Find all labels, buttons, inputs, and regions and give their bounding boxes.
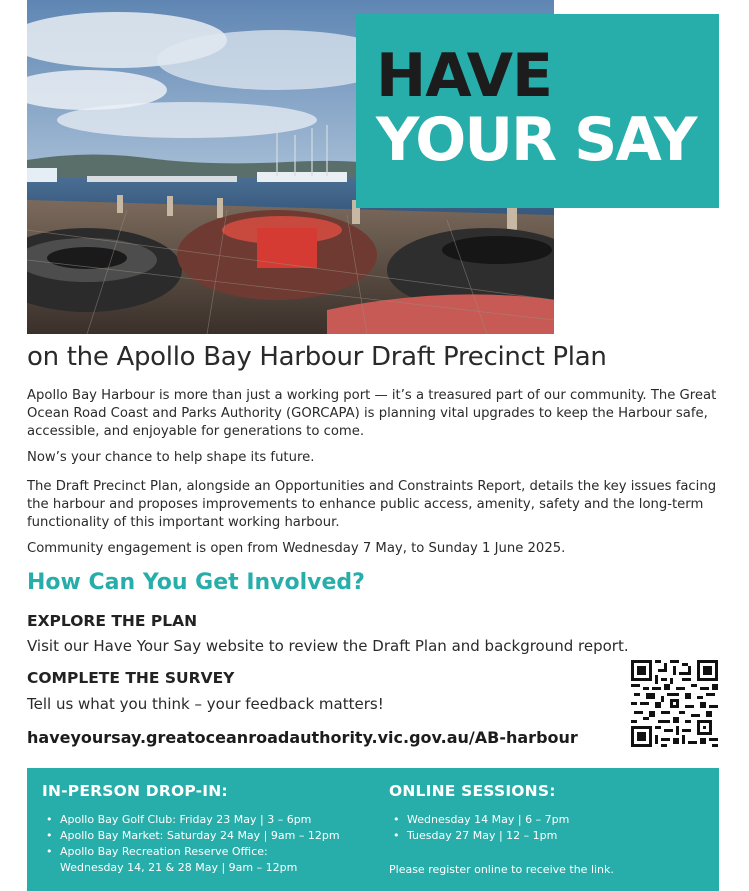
complete-survey-text: Tell us what you think – your feedback matters! — [27, 695, 384, 713]
list-item-continuation: Wednesday 14, 21 & 28 May | 9am – 12pm — [60, 861, 298, 874]
online-list — [389, 812, 709, 844]
list-item: • Tuesday 27 May | 12 – 1pm — [389, 828, 709, 844]
intro-paragraph: Apollo Bay Harbour is more than just a working port — it’s a treasured part of our community. The Great Ocean Road Coast and Parks Authority (GORCAPA) is planning vital upgrades to keep the Harbour safe, accessible, and enjoyable for generations to come. — [27, 388, 717, 439]
register-note: Please register online to receive the link. — [389, 863, 614, 876]
have-your-say-banner — [356, 14, 719, 208]
shape-future-paragraph: Now’s your chance to help shape its future. — [27, 450, 315, 465]
list-item: • Apollo Bay Recreation Reserve Office: — [42, 844, 372, 860]
qr-code-icon[interactable] — [631, 660, 718, 747]
qr-code-graphic — [631, 660, 718, 747]
get-involved-heading: How Can You Get Involved? — [27, 570, 365, 595]
list-item: • Apollo Bay Market: Saturday 24 May | 9am – 12pm — [42, 828, 372, 844]
explore-plan-heading: EXPLORE THE PLAN — [27, 612, 198, 630]
online-section — [389, 782, 709, 878]
complete-survey-heading: COMPLETE THE SURVEY — [27, 669, 235, 687]
headline-line-2: YOUR SAY — [376, 105, 696, 175]
engagement-dates-paragraph: Community engagement is open from Wednesday 7 May, to Sunday 1 June 2025. — [27, 541, 566, 556]
explore-plan-text: Visit our Have Your Say website to review the Draft Plan and background report. — [27, 637, 629, 655]
page-subtitle: on the Apollo Bay Harbour Draft Precinct Plan — [27, 342, 607, 372]
in-person-heading: IN-PERSON DROP-IN: — [42, 782, 228, 800]
in-person-section — [42, 782, 372, 876]
have-your-say-link[interactable]: haveyoursay.greatoceanroadauthority.vic.gov.au/AB-harbour — [27, 728, 578, 747]
online-heading: ONLINE SESSIONS: — [389, 782, 556, 800]
list-item: • Wednesday 14 May | 6 – 7pm — [389, 812, 709, 828]
headline-line-1: HAVE — [376, 41, 552, 111]
draft-plan-paragraph: The Draft Precinct Plan, alongside an Opportunities and Constraints Report, details the key issues facing the harbour and proposes improvements to enhance public access, amenity, safety and the long-term functionality of this important working harbour. — [27, 479, 717, 530]
sessions-panel — [27, 768, 719, 891]
list-item: • Apollo Bay Golf Club: Friday 23 May | 3 – 6pm — [42, 812, 372, 828]
in-person-list — [42, 812, 372, 876]
